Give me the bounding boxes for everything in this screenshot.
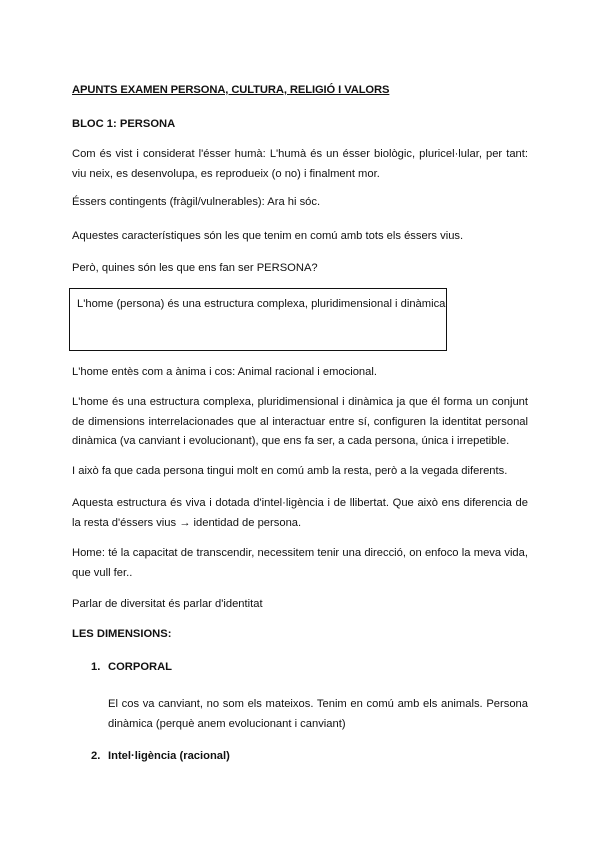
definition-box-text: L'home (persona) és una estructura complexa, pluridimensional i dinàmica [77, 298, 446, 310]
paragraph-contingent-beings: Éssers contingents (fràgil/vulnerables): Ara hi sóc. [72, 196, 321, 208]
list-item-number: 2. [91, 750, 101, 762]
paragraph-common-different: I això fa que cada persona tingui molt en comú amb la resta, però a la vegada diferents. [72, 465, 508, 477]
paragraph-soul-body: L'home entès com a ànima i cos: Animal racional i emocional. [72, 366, 377, 378]
section-heading-dimensions: LES DIMENSIONS: [72, 628, 172, 640]
list-item-number: 1. [91, 661, 101, 673]
paragraph-complex-structure: L'home és una estructura complexa, pluridimensional i dinàmica ja que él forma un conjunt de dimensions interrelacionades que al interactuar entre sí, configuren la identitat personal dinàmica (va canviant i evolucionant), que ens fa ser, a cada persona, única i irrepetible. [72, 396, 528, 447]
definition-box [69, 288, 447, 351]
list-item-text-corporal: El cos va canviant, no som els mateixos. Tenim en comú amb els animals. Persona dinàmica (perquè anem evolucionant i canviant) [108, 698, 528, 730]
paragraph-common-traits: Aquestes característiques són les que tenim en comú amb tots els éssers vius. [72, 230, 464, 242]
paragraph-transcend: Home: té la capacitat de transcendir, necessitem tenir una direcció, on enfoco la meva vida, que vull fer.. [72, 547, 528, 579]
paragraph-question-persona: Però, quines són les que ens fan ser PERSONA? [72, 262, 318, 274]
paragraph-human-being: Com és vist i considerat l'ésser humà: L'humà és un ésser biològic, pluricel·lular, per tant: viu neix, es desenvolupa, es reprodueix (o no) i finalment mor. [72, 148, 528, 180]
section-heading-bloc1: BLOC 1: PERSONA [72, 118, 176, 130]
list-item-label-intelligence: Intel·ligència (racional) [108, 750, 230, 762]
document-title: APUNTS EXAMEN PERSONA, CULTURA, RELIGIÓ I VALORS [72, 84, 390, 96]
paragraph-diversity-identity: Parlar de diversitat és parlar d'identitat [72, 598, 263, 610]
list-item-label-corporal: CORPORAL [108, 661, 173, 673]
paragraph-intelligence-freedom: Aquesta estructura és viva i dotada d'intel·ligència i de llibertat. Que això ens diferencia de la resta d'éssers vius → identidad de persona. [72, 497, 528, 529]
